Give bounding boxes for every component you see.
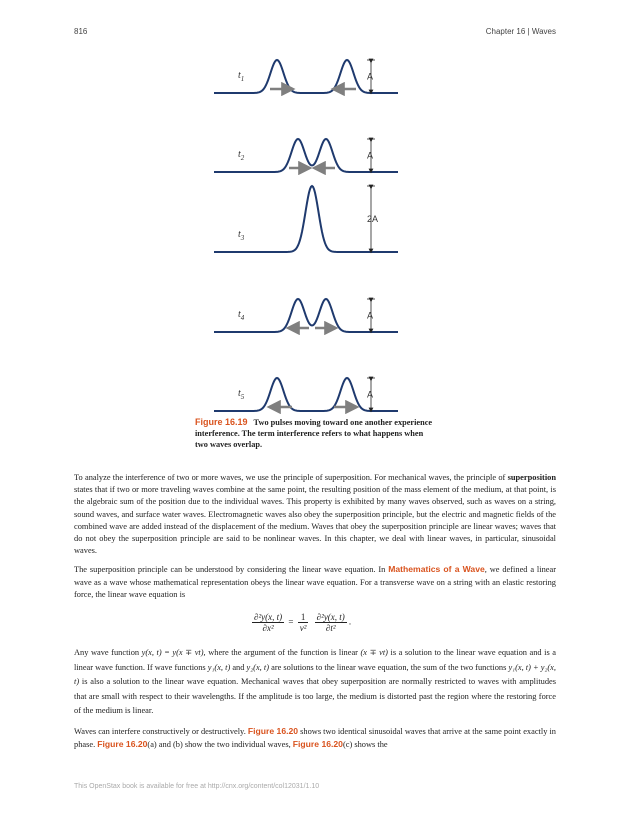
link-mathematics-of-a-wave[interactable]: Mathematics of a Wave <box>388 564 485 575</box>
figure-label: Figure 16.19 <box>195 417 248 427</box>
link-figure-16-20-a[interactable]: Figure 16.20 <box>97 739 148 750</box>
term-superposition: superposition <box>507 473 556 482</box>
time-label-1: $t_1$ <box>238 70 245 83</box>
chapter-title: Chapter 16 | Waves <box>485 27 556 36</box>
figure-caption <box>195 417 435 450</box>
amplitude-label-1: A <box>367 71 374 82</box>
body-text <box>74 472 556 607</box>
amplitude-label-3: 2A <box>367 214 379 224</box>
link-figure-16-20-c[interactable]: Figure 16.20 <box>292 739 343 750</box>
time-label-4: $t_4$ <box>238 309 245 322</box>
amplitude-label-5: A <box>367 389 374 400</box>
paragraph-superposition: To analyze the interference of two or more waves, we use the principle of superposition. For mechanical waves, the principle of superposition states that if two or more traveling waves combine at the same point, the resulting position of the mass element of the medium, at that point, is the algebraic sum of the position due to the individual waves. This property is exhibited by many waves observed, such as waves on a string, sound waves, and surface water waves. Electromagnetic waves also obey the superposition principle, but the electric and magnetic fields of the combined wave are added instead of the displacement of the medium. Waves that obey the superposition principle are linear waves; waves that do not obey the superposition principle are said to be nonlinear waves. In this chapter, we deal with linear waves, in particular, sinusoidal waves. <box>74 473 556 556</box>
amplitude-label-2: A <box>367 150 374 161</box>
time-label-2: $t_2$ <box>238 149 245 162</box>
page-number: 816 <box>74 27 88 36</box>
time-label-5: $t_5$ <box>238 388 245 401</box>
footer-note: This OpenStax book is available for free at http://cnx.org/content/col12031/1.10 <box>74 783 320 790</box>
wave-equation: $\frac{\text{∂²y(x, t)}}{\text{∂x²}}$ = $\frac{1}{\text{v²}}$ $\frac{\text{∂²y(x, t)}}{\text{∂t²}}$ . <box>254 612 352 633</box>
body-text-2 <box>74 646 556 757</box>
amplitude-label-4: A <box>367 310 374 321</box>
time-label-3: $t_3$ <box>238 229 245 242</box>
caption-text: Two pulses moving toward one another experience interference. The term interference refers to what happens when two waves overlap. <box>195 418 433 449</box>
paragraph-wave-equation: The superposition principle can be understood by considering the linear wave equation. In Mathematics of a Wave, we defined a linear wave as a wave whose mathematical representation obeys the linear wave equation. For a transverse wave on a string with an elastic restoring force, the linear wave equation is <box>74 564 556 599</box>
paragraph-wave-functions: Any wave function y(x, t) = y(x ∓ vt), where the argument of the function is linear (x ∓ vt) is a solution to the linear wave equation and is a linear wave function. If wave functions y₁(x, t) and y₂(x, t) are solutions to the linear wave equation, the sum of the two functions y₁(x, t) + y₂(x, t) is also a solution to the linear wave equation. Mechanical waves that obey superposition are normally restricted to waves with amplitudes that are small with respect to their wavelengths. If the amplitude is too large, the medium is distorted past the region where the restoring force of the medium is linear. <box>74 648 556 716</box>
link-figure-16-20[interactable]: Figure 16.20 <box>247 725 299 736</box>
paragraph-interference: Waves can interfere constructively or destructively. Figure 16.20 shows two identical sinusoidal waves that arrive at the same point exactly in phase. Figure 16.20(a) and (b) show the two individual waves, Figure 16.20(c) shows the <box>74 725 556 750</box>
